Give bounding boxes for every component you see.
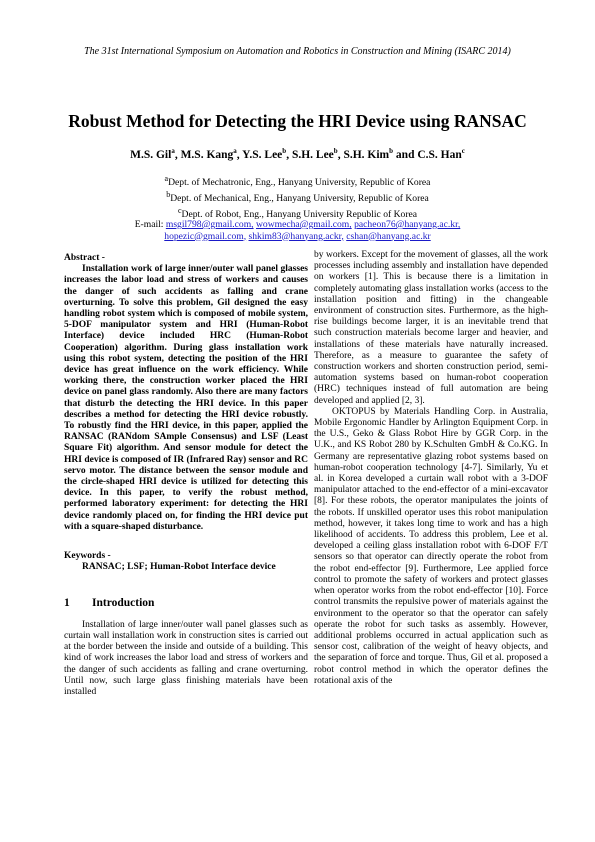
- section-title: Introduction: [92, 597, 155, 610]
- keywords-heading: Keywords -: [64, 551, 111, 562]
- author-separator: ,: [286, 148, 292, 161]
- right-column: [314, 250, 548, 687]
- email-line-2: [0, 231, 595, 243]
- left-column: [64, 253, 308, 698]
- section-heading: [64, 598, 308, 609]
- affiliations: [0, 173, 595, 222]
- section-number: 1: [64, 597, 70, 610]
- author-name: M.S. Kang: [180, 148, 234, 161]
- author-name: S.H. Lee: [291, 148, 334, 161]
- author-name: M.S. Gil: [130, 148, 172, 161]
- author-name: C.S. Han: [417, 148, 462, 161]
- body-paragraph: by workers. Except for the movement of glasses, all the work processes including assembly and installation have depended on workers [1]. This is because there is a limitation in completely automating glass installation works (access to the installation position and fitting) in the changeable environment of construction sites. Furthermore, as the high-rise buildings become larger, it is an inevitable trend that such construction materials become larger and heavier, and installations of these materials have naturally increased. Therefore, as a measure to guarantee the safety of construction workers and shorten construction period, semi-automation systems based on human-robot cooperation (HRC) techniques instead of full automation are being developed and applied [2, 3].: [314, 250, 548, 406]
- author-affiliation-mark: b: [282, 147, 287, 155]
- keywords-text: RANSAC; LSF; Human-Robot Interface device: [82, 562, 276, 573]
- body-paragraph: OKTOPUS by Materials Handling Corp. in Australia, Mobile Ergonomic Handler by Arlington Equipment Corp. in the U.S., Geko & Glass Robot Hire by GGR Corp. in the U.K., and KS Robot 280 by K.Schulten GmbH & Co.KG. In Germany are representative glazing robot systems based on human-robot cooperation technology [4-7]. Similarly, Yu et al. in Korea developed a curtain wall robot with a 3-DOF manipulator attached to the end-effector of a mini-excavator [8]. For these robots, the operator manipulates the joints of the robots. If unskilled operator uses this robot manipulation method, however, it takes long time to work and has a high likelihood of accidents. To address this problem, Lee et al. developed a ceiling glass installation robot with 6-DOF F/T sensors so that operator can directly operate the robot from the robot end-effector [9]. Furthermore, Lee applied force control to promote the safety of workers and protect glasses when operator works from the robot end-effector [10]. Force control transmits the repulsive power of materials against the environment to the operator so that the operator can safely operate the robot for such tasks as assembly. However, additional problems occurred in actual application such as sensor cost, calibration of the weight of heavy objects, and the separation of force and torque. Thus, Gil et al. proposed a robot control method in which the operator defines the rotational axis of the: [314, 406, 548, 686]
- email-link[interactable]: shkim83@hanyang.ackr,: [248, 230, 344, 242]
- author-list: [0, 147, 595, 161]
- author-affiliation-mark: a: [171, 147, 175, 155]
- email-link[interactable]: hopezic@gmail.com,: [164, 230, 247, 242]
- author-affiliation-mark: a: [233, 147, 237, 155]
- email-link[interactable]: cshan@hanyang.ac.kr: [346, 230, 431, 242]
- email-link[interactable]: msgil798@gmail.com,: [165, 219, 254, 230]
- author-separator: and: [393, 148, 418, 161]
- author-name: Y.S. Lee: [242, 148, 283, 161]
- abstract-text: Installation work of large inner/outer wall panel glasses increases the labor load and stress of workers and causes the danger of such accidents as falling and crane overturning. To solve this problem, Gil designed the easy handling robot system which is composed of mobile system, 5-DOF manipulator system and HRI (Human-Robot Interface) device included HRC (Human-Robot Cooperation) algorithm. During glass installation work using this robot system, detecting the position of the HRI device has great influence on the work efficiency. While working there, the construction worker placed the HRI device on panel glass randomly. Also there are many factors that disturb the detecting the HRI device. In this paper describes a method for detecting the HRI device robustly. To robustly find the HRI device, in this paper, applied the RANSAC (RANdom SAmple Consensus) and LSF (Least Square Fit) algorithm. And sensor module for detect the HRI device is composed of IR (Infrared Ray) sensor and RC servo motor. The distance between the sensor module and the circle-shaped HRI device is utilized for detecting this device. In this paper, to verify the robust method, performed laboratory experiment: for detecting the HRI device randomly placed on, for finding the HRI device put with a square-shaped disturbance.: [64, 264, 309, 532]
- author-separator: ,: [174, 148, 181, 161]
- author-separator: ,: [337, 148, 344, 161]
- email-link[interactable]: pacheon76@hanyang.ac.kr,: [354, 219, 461, 230]
- email-block: [0, 219, 595, 242]
- author-affiliation-mark: b: [389, 147, 394, 155]
- email-line-1: [0, 219, 595, 231]
- email-label: E-mail:: [134, 219, 166, 230]
- email-link[interactable]: wowmecha@gmail.com,: [255, 219, 352, 230]
- author-name: S.H. Kim: [343, 148, 390, 161]
- affiliation-b: $^b$Dept. of Mechanical, Eng., Hanyang University, Republic of Korea: [166, 190, 429, 205]
- running-header: The 31st International Symposium on Automation and Robotics in Construction and Mining (ISARC 2014): [84, 46, 511, 57]
- affiliation-a: $^a$Dept. of Mechatronic, Eng., Hanyang University, Republic of Korea: [164, 174, 431, 189]
- author-affiliation-mark: c: [461, 147, 465, 155]
- abstract-heading: Abstract -: [64, 253, 105, 263]
- author-affiliation-mark: b: [333, 147, 338, 155]
- author-separator: ,: [236, 148, 243, 161]
- paper-title: Robust Method for Detecting the HRI Device using RANSAC: [68, 111, 527, 131]
- intro-paragraph: Installation of large inner/outer wall panel glasses such as curtain wall installation work in construction sites is carried out at the border between the inside and outside of a building. This kind of work increases the labor load and stress of workers and the danger of such accidents as falling and crane overturning. Until now, such large glass finishing materials have been installed: [64, 619, 308, 697]
- affiliation-c: $^c$Dept. of Robot, Eng., Hanyang University Republic of Korea: [177, 206, 418, 221]
